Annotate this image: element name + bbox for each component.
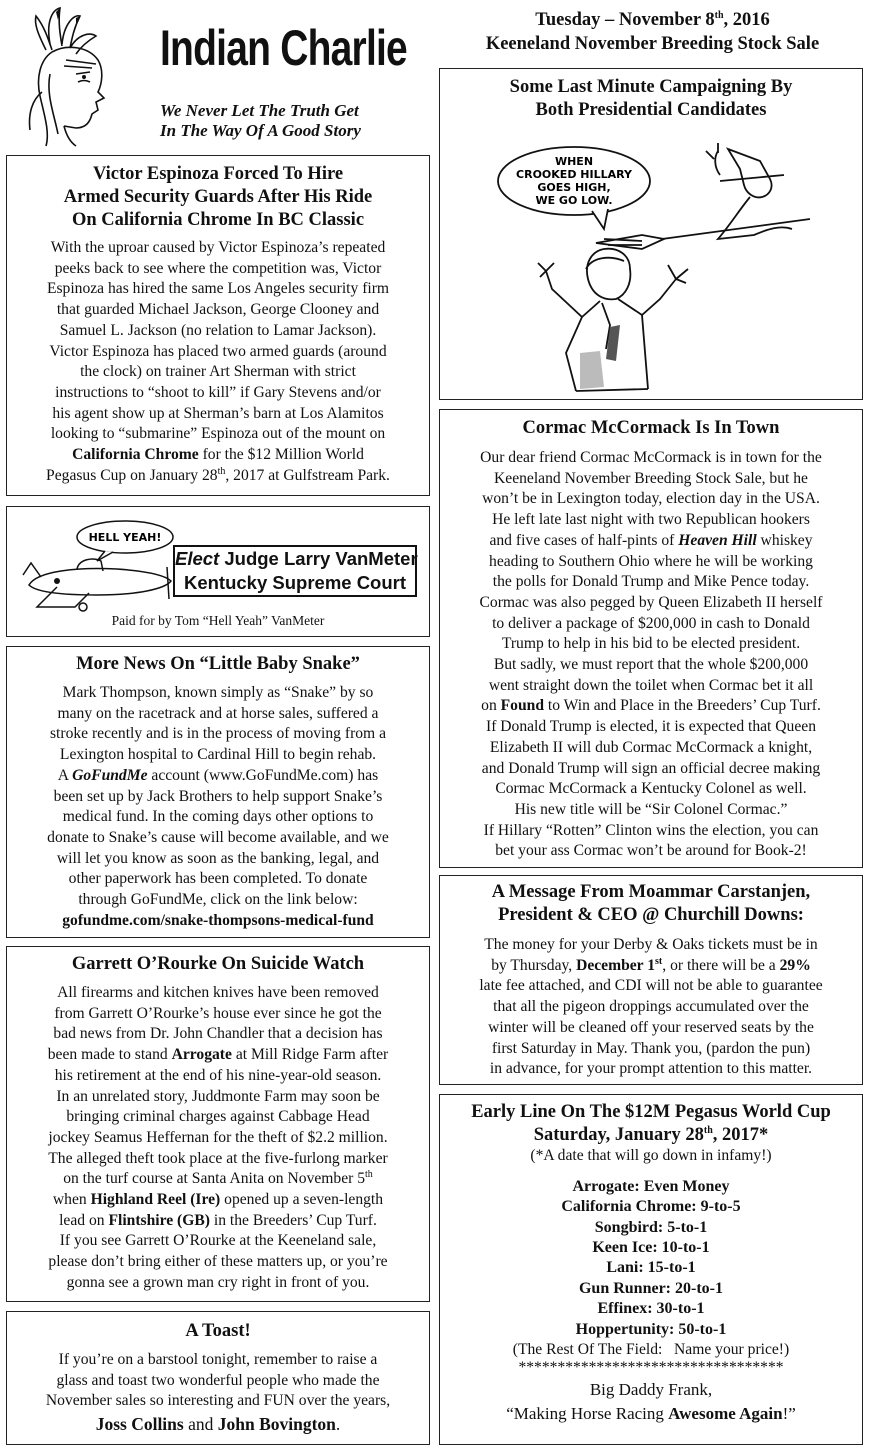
espinoza-article [6,155,430,496]
mccormack-article [439,409,863,868]
campaign-cartoon [492,139,822,394]
vanmeter-ad [6,506,430,637]
odds-footer: (The Rest Of The Field: Name your price!) ********************************** Big Daddy Frank, “Making Horse Racing Awesome Again!” [506,1340,796,1423]
article-body: Mark Thompson, known simply as “Snake” by so many on the racetrack and at horse sales, suffered a stroke recently and is in the process of moving from a Lexington hospital to Cardinal Hill to begin rehab. A GoFundMe account (www.GoFundMe.com) has been set up by Jack Brothers to help support Snake’s medical fund. In the coming days other options to donate to Snake’s cause will become available, and we will let you know as soon as the banking, legal, and other paperwork has been completed. To donate through GoFundMe, click on the link below: gofundme.com/snake-thompsons-medical-fund [7,683,429,931]
carstanjen-article [439,875,863,1085]
odds-row: Keen Ice: 10-to-1 [592,1238,710,1256]
article-body: If you’re on a barstool tonight, remember to raise a glass and toast two wonderful people who made the November sales so interesting and FUN over the years, Joss Collins and John Bovington. [45,1351,391,1435]
article-headline: A Toast! [185,1321,251,1341]
ad-banner: Elect Judge Larry VanMeter Kentucky Supreme Court [173,545,417,597]
masthead-tagline: We Never Let The Truth Get In The Way Of A Good Story [160,101,361,140]
odds-row: Songbird: 5-to-1 [594,1218,708,1236]
cartoon-headline: Some Last Minute Campaigning By Both Presidential Candidates [509,77,793,120]
article-headline: Garrett O’Rourke On Suicide Watch [71,954,365,974]
article-headline: More News On “Little Baby Snake” [76,654,360,674]
pegasus-early-line [439,1094,863,1445]
svg-text:WHEN: WHEN [554,155,594,168]
article-headline: A Message From Moammar Carstanjen, President & CEO @ Churchill Downs: [491,882,811,925]
article-body: Our dear friend Cormac McCormack is in town for the Keeneland November Breeding Stock Sale, but he won’t be in Lexington today, election day in the USA. He left late last night with two Republican hookers and five cases of half-pints of Heaven Hill whiskey heading to Southern Ohio where he will be working the polls for Donald Trump and Mike Pence today. Cormac was also pegged by Queen Elizabeth II herself to deliver a package of $200,000 in cash to Donald Trump to help in his bid to be elected president. But sadly, we must report that the whole $200,000 went straight down the toilet when Cormac bet it all on Found to Win and Place in the Breeders’ Cup Turf. If Donald Trump is elected, it is expected that Queen Elizabeth II will dub Cormac McCormack a knight, and Donald Trump will sign an official decree making Cormac McCormack a Kentucky Colonel as well. His new title will be “Sir Colonel Cormac.” If Hillary “Rotten” Clinton wins the election, you can bet your ass Cormac won’t be around for Book-2! [479,449,823,860]
odds-row: Effinex: 30-to-1 [597,1300,705,1318]
ad-speech-bubble: HELL YEAH! [88,531,162,544]
article-headline: Victor Espinoza Forced To Hire Armed Security Guards After His Ride On California Chrome In BC Classic [63,164,373,230]
snake-article [6,646,430,938]
svg-text:WE GO LOW.: WE GO LOW. [535,194,613,207]
toast-article [6,1311,430,1445]
odds-row: Lani: 15-to-1 [606,1259,696,1277]
article-body: With the uproar caused by Victor Espinoza’s repeated peeks back to see where the competition was, Victor Espinoza has hired the same Los Angeles security firm that guarded Michael Jackson, George Clooney and Samuel L. Jackson (no relation to Lamar Jackson). Victor Espinoza has placed two armed guards (around the clock) on trainer Art Sherman with strict instructions to “shoot to kill” if Gary Stevens and/or his agent show up at Sherman’s barn at Los Alamitos looking to “submarine” Espinoza out of the mount on California Chrome for the $12 Million World Pegasus Cup on January 28th, 2017 at Gulfstream Park. [46,239,390,484]
article-headline: Cormac McCormack Is In Town [522,418,780,438]
svg-text:CROOKED HILLARY: CROOKED HILLARY [516,168,632,181]
article-body: The money for your Derby & Oaks tickets must be in by Thursday, December 1st, or there will be a 29% late fee attached, and CDI will not be able to guarantee that all the pigeon droppings accumulated over the winter will be cleaned off your reserved seats by the first Saturday in May. Thank you, (pardon the pun) in advance, for your prompt attention to this matter. [479,936,823,1078]
masthead-title: Indian Charlie [160,20,407,76]
gofundme-link[interactable]: gofundme.com/snake-thompsons-medical-fund [62,911,374,929]
orourke-article [6,946,430,1302]
odds-row: Hoppertunity: 50-to-1 [575,1320,727,1338]
issue-date: Tuesday – November 8th, 2016 [535,9,770,30]
masthead [0,0,440,150]
odds-row: Arrogate: Even Money [572,1177,730,1195]
svg-text:GOES HIGH,: GOES HIGH, [537,181,611,194]
ad-paid-by: Paid for by Tom “Hell Yeah” VanMeter [111,613,325,628]
event-name: Keeneland November Breeding Stock Sale [485,34,820,54]
odds-list [440,1177,862,1340]
indian-head-logo [6,4,156,149]
article-headline: Early Line On The $12M Pegasus World Cup Saturday, January 28th, 2017* [471,1102,831,1145]
pegasus-note: (*A date that will go down in infamy!) [530,1147,772,1164]
cartoon-panel [439,68,863,400]
dateline [440,8,865,56]
odds-row: Gun Runner: 20-to-1 [578,1279,723,1297]
odds-row: California Chrome: 9-to-5 [561,1198,741,1216]
airplane-illustration [17,515,177,615]
article-body: All firearms and kitchen knives have been removed from Garrett O’Rourke’s house ever since he got the bad news from Dr. John Chandler that a decision has been made to stand Arrogate at Mill Ridge Farm after his retirement at the end of his nine-year-old season. In an unrelated story, Juddmonte Farm may soon be bringing criminal charges against Cabbage Head jockey Seamus Heffernan for the theft of $2.2 million. The alleged theft took place at the five-furlong marker on the turf course at Santa Anita on November 5th when Highland Reel (Ire) opened up a seven-length lead on Flintshire (GB) in the Breeders’ Cup Turf. If you see Garrett O’Rourke at the Keeneland sale, please don’t bring either of these matters up, or you’re gonna see a grown man cry right in front of you. [47,984,389,1291]
